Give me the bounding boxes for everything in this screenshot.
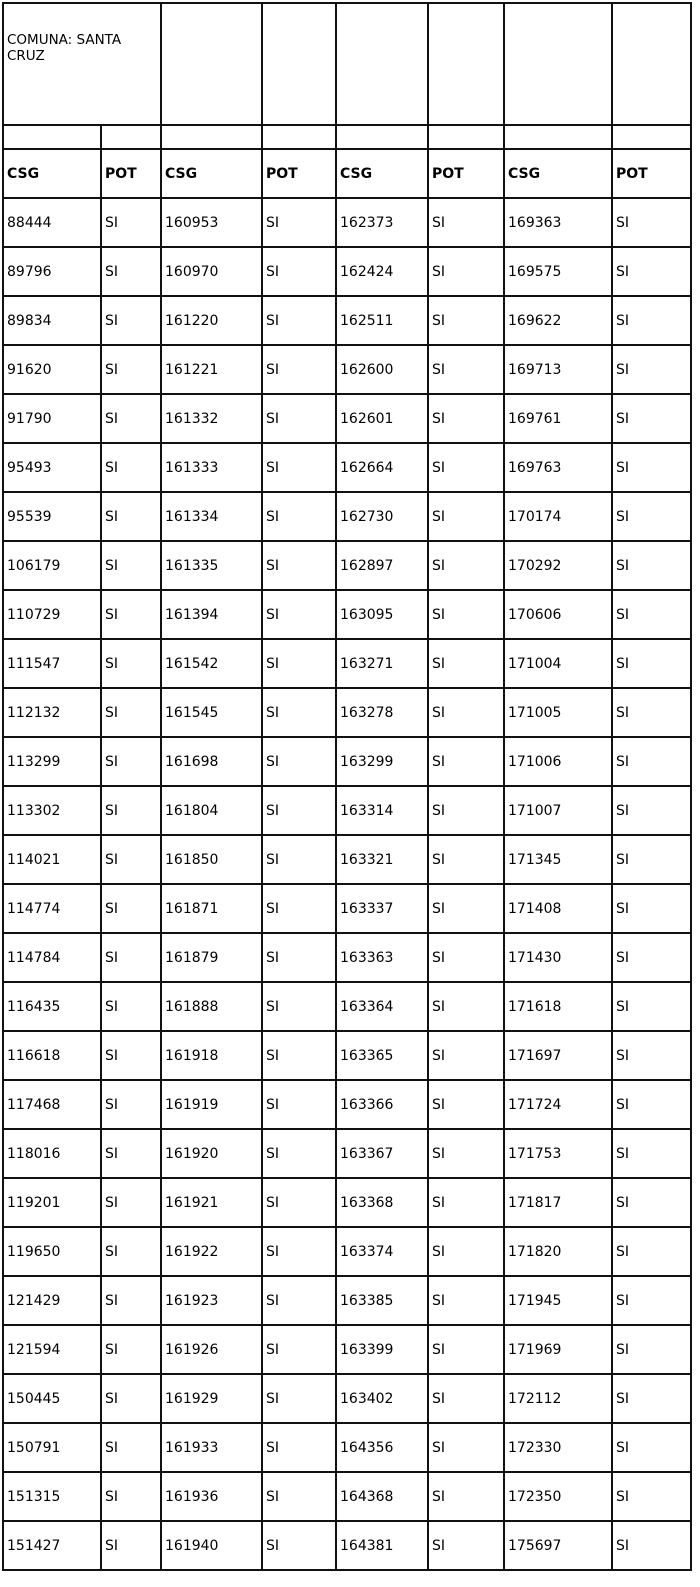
pot-cell: SI	[101, 1178, 161, 1227]
pot-cell: SI	[612, 1374, 691, 1423]
pot-cell: SI	[612, 884, 691, 933]
pot-cell: SI	[262, 492, 336, 541]
pot-cell: SI	[262, 982, 336, 1031]
table-row	[3, 198, 691, 247]
pot-cell: SI	[612, 835, 691, 884]
csg-cell: 89834	[3, 296, 101, 345]
csg-cell: 163399	[336, 1325, 428, 1374]
csg-cell: 163368	[336, 1178, 428, 1227]
empty-cell	[612, 3, 691, 125]
csg-cell: 113302	[3, 786, 101, 835]
pot-cell: SI	[101, 1031, 161, 1080]
pot-cell: SI	[612, 786, 691, 835]
csg-cell: 162424	[336, 247, 428, 296]
csg-cell: 170174	[504, 492, 612, 541]
table-row	[3, 394, 691, 443]
pot-cell: SI	[101, 688, 161, 737]
pot-cell: SI	[101, 884, 161, 933]
pot-cell: SI	[101, 198, 161, 247]
pot-cell: SI	[612, 443, 691, 492]
csg-cell: 164368	[336, 1472, 428, 1521]
csg-cell: 163321	[336, 835, 428, 884]
pot-cell: SI	[101, 1423, 161, 1472]
csg-cell: 160953	[161, 198, 262, 247]
pot-cell: SI	[428, 247, 504, 296]
pot-cell: SI	[428, 1374, 504, 1423]
table-row	[3, 541, 691, 590]
csg-cell: 169763	[504, 443, 612, 492]
pot-cell: SI	[428, 1521, 504, 1570]
column-header: POT	[101, 149, 161, 198]
csg-cell: 163271	[336, 639, 428, 688]
csg-cell: 151427	[3, 1521, 101, 1570]
pot-cell: SI	[101, 982, 161, 1031]
csg-cell: 161871	[161, 884, 262, 933]
pot-cell: SI	[428, 590, 504, 639]
pot-cell: SI	[262, 1423, 336, 1472]
table-row	[3, 884, 691, 933]
pot-cell: SI	[262, 1521, 336, 1570]
csg-cell: 110729	[3, 590, 101, 639]
table-row	[3, 688, 691, 737]
csg-cell: 163095	[336, 590, 428, 639]
table-row	[3, 786, 691, 835]
csg-cell: 163402	[336, 1374, 428, 1423]
csg-cell: 163337	[336, 884, 428, 933]
csg-cell: 160970	[161, 247, 262, 296]
table-row	[3, 1129, 691, 1178]
pot-cell: SI	[101, 639, 161, 688]
pot-cell: SI	[428, 982, 504, 1031]
table-row	[3, 247, 691, 296]
pot-cell: SI	[428, 1080, 504, 1129]
table-row	[3, 1374, 691, 1423]
csg-cell: 171969	[504, 1325, 612, 1374]
table-row	[3, 835, 691, 884]
pot-cell: SI	[262, 1129, 336, 1178]
table-body	[3, 3, 691, 1570]
csg-cell: 113299	[3, 737, 101, 786]
csg-cell: 164381	[336, 1521, 428, 1570]
pot-cell: SI	[612, 492, 691, 541]
pot-cell: SI	[428, 933, 504, 982]
table-row	[3, 296, 691, 345]
table-row	[3, 639, 691, 688]
csg-cell: 161936	[161, 1472, 262, 1521]
csg-cell: 162511	[336, 296, 428, 345]
column-header: POT	[262, 149, 336, 198]
table-row	[3, 737, 691, 786]
csg-cell: 91790	[3, 394, 101, 443]
pot-cell: SI	[101, 394, 161, 443]
csg-cell: 162600	[336, 345, 428, 394]
csg-cell: 171007	[504, 786, 612, 835]
table-row	[3, 590, 691, 639]
table-row	[3, 1472, 691, 1521]
csg-cell: 161879	[161, 933, 262, 982]
csg-cell: 171817	[504, 1178, 612, 1227]
csg-cell: 171753	[504, 1129, 612, 1178]
pot-cell: SI	[101, 1129, 161, 1178]
empty-cell	[101, 125, 161, 149]
pot-cell: SI	[612, 982, 691, 1031]
csg-cell: 114784	[3, 933, 101, 982]
csg-cell: 121594	[3, 1325, 101, 1374]
pot-cell: SI	[612, 639, 691, 688]
pot-cell: SI	[262, 541, 336, 590]
pot-cell: SI	[612, 345, 691, 394]
csg-cell: 163363	[336, 933, 428, 982]
pot-cell: SI	[262, 835, 336, 884]
csg-cell: 162897	[336, 541, 428, 590]
csg-cell: 151315	[3, 1472, 101, 1521]
csg-cell: 169713	[504, 345, 612, 394]
table-row	[3, 982, 691, 1031]
table-row	[3, 345, 691, 394]
csg-cell: 161394	[161, 590, 262, 639]
csg-cell: 89796	[3, 247, 101, 296]
pot-cell: SI	[262, 590, 336, 639]
csg-cell: 161545	[161, 688, 262, 737]
pot-cell: SI	[262, 345, 336, 394]
pot-cell: SI	[262, 884, 336, 933]
csg-cell: 163367	[336, 1129, 428, 1178]
table-row	[3, 1423, 691, 1472]
csg-cell: 170292	[504, 541, 612, 590]
csg-cell: 95539	[3, 492, 101, 541]
csg-cell: 161920	[161, 1129, 262, 1178]
csg-cell: 161804	[161, 786, 262, 835]
table-row	[3, 1080, 691, 1129]
table-row	[3, 1521, 691, 1570]
csg-cell: 162730	[336, 492, 428, 541]
pot-cell: SI	[612, 590, 691, 639]
pot-cell: SI	[428, 1423, 504, 1472]
column-header: CSG	[336, 149, 428, 198]
pot-cell: SI	[612, 198, 691, 247]
pot-cell: SI	[612, 247, 691, 296]
pot-cell: SI	[262, 1031, 336, 1080]
csg-cell: 162664	[336, 443, 428, 492]
spacer-row	[3, 125, 691, 149]
pot-cell: SI	[101, 541, 161, 590]
table-row	[3, 1227, 691, 1276]
csg-cell: 163385	[336, 1276, 428, 1325]
csg-cell: 163314	[336, 786, 428, 835]
csg-table	[2, 2, 692, 1571]
pot-cell: SI	[612, 541, 691, 590]
csg-cell: 169622	[504, 296, 612, 345]
pot-cell: SI	[428, 1276, 504, 1325]
pot-cell: SI	[101, 835, 161, 884]
pot-cell: SI	[262, 198, 336, 247]
csg-cell: 114774	[3, 884, 101, 933]
pot-cell: SI	[262, 639, 336, 688]
pot-cell: SI	[612, 1276, 691, 1325]
csg-cell: 171345	[504, 835, 612, 884]
pot-cell: SI	[428, 492, 504, 541]
csg-cell: 116618	[3, 1031, 101, 1080]
pot-cell: SI	[428, 1472, 504, 1521]
csg-cell: 106179	[3, 541, 101, 590]
pot-cell: SI	[428, 443, 504, 492]
pot-cell: SI	[612, 296, 691, 345]
csg-cell: 161221	[161, 345, 262, 394]
pot-cell: SI	[612, 1521, 691, 1570]
pot-cell: SI	[262, 247, 336, 296]
csg-cell: 164356	[336, 1423, 428, 1472]
csg-cell: 170606	[504, 590, 612, 639]
csg-cell: 161698	[161, 737, 262, 786]
pot-cell: SI	[101, 1227, 161, 1276]
pot-cell: SI	[101, 443, 161, 492]
pot-cell: SI	[428, 786, 504, 835]
pot-cell: SI	[101, 1521, 161, 1570]
csg-cell: 161335	[161, 541, 262, 590]
csg-cell: 169761	[504, 394, 612, 443]
csg-cell: 171004	[504, 639, 612, 688]
pot-cell: SI	[101, 296, 161, 345]
csg-cell: 161850	[161, 835, 262, 884]
empty-cell	[3, 125, 101, 149]
csg-cell: 172112	[504, 1374, 612, 1423]
pot-cell: SI	[101, 1080, 161, 1129]
csg-cell: 161922	[161, 1227, 262, 1276]
column-header: CSG	[504, 149, 612, 198]
csg-cell: 162373	[336, 198, 428, 247]
csg-cell: 172350	[504, 1472, 612, 1521]
pot-cell: SI	[428, 688, 504, 737]
csg-cell: 161921	[161, 1178, 262, 1227]
pot-cell: SI	[262, 394, 336, 443]
pot-cell: SI	[101, 492, 161, 541]
pot-cell: SI	[612, 1227, 691, 1276]
csg-cell: 171005	[504, 688, 612, 737]
table-row	[3, 492, 691, 541]
pot-cell: SI	[612, 688, 691, 737]
csg-cell: 163365	[336, 1031, 428, 1080]
pot-cell: SI	[262, 1374, 336, 1423]
pot-cell: SI	[612, 1031, 691, 1080]
csg-cell: 161933	[161, 1423, 262, 1472]
table-row	[3, 933, 691, 982]
pot-cell: SI	[262, 933, 336, 982]
csg-cell: 171006	[504, 737, 612, 786]
csg-cell: 95493	[3, 443, 101, 492]
csg-cell: 171820	[504, 1227, 612, 1276]
csg-cell: 114021	[3, 835, 101, 884]
pot-cell: SI	[101, 1472, 161, 1521]
csg-cell: 161940	[161, 1521, 262, 1570]
pot-cell: SI	[612, 1129, 691, 1178]
pot-cell: SI	[101, 737, 161, 786]
csg-cell: 161923	[161, 1276, 262, 1325]
pot-cell: SI	[428, 198, 504, 247]
csg-cell: 163299	[336, 737, 428, 786]
csg-cell: 121429	[3, 1276, 101, 1325]
pot-cell: SI	[612, 1080, 691, 1129]
table-row	[3, 443, 691, 492]
csg-cell: 175697	[504, 1521, 612, 1570]
column-header: CSG	[161, 149, 262, 198]
pot-cell: SI	[262, 443, 336, 492]
csg-cell: 172330	[504, 1423, 612, 1472]
pot-cell: SI	[428, 1031, 504, 1080]
csg-cell: 161542	[161, 639, 262, 688]
csg-cell: 171430	[504, 933, 612, 982]
pot-cell: SI	[612, 737, 691, 786]
data-sheet	[2, 2, 692, 1571]
pot-cell: SI	[101, 786, 161, 835]
csg-cell: 161929	[161, 1374, 262, 1423]
pot-cell: SI	[612, 933, 691, 982]
csg-cell: 119650	[3, 1227, 101, 1276]
comuna-title: COMUNA: SANTA CRUZ	[3, 3, 161, 125]
csg-cell: 171408	[504, 884, 612, 933]
csg-cell: 116435	[3, 982, 101, 1031]
title-row	[3, 3, 691, 125]
pot-cell: SI	[262, 688, 336, 737]
csg-cell: 161888	[161, 982, 262, 1031]
csg-cell: 91620	[3, 345, 101, 394]
csg-cell: 171724	[504, 1080, 612, 1129]
empty-cell	[161, 3, 262, 125]
column-header: CSG	[3, 149, 101, 198]
empty-cell	[504, 125, 612, 149]
pot-cell: SI	[428, 737, 504, 786]
csg-cell: 169363	[504, 198, 612, 247]
csg-cell: 88444	[3, 198, 101, 247]
pot-cell: SI	[428, 541, 504, 590]
column-header: POT	[428, 149, 504, 198]
pot-cell: SI	[428, 1227, 504, 1276]
csg-cell: 161919	[161, 1080, 262, 1129]
table-row	[3, 1276, 691, 1325]
pot-cell: SI	[262, 1472, 336, 1521]
pot-cell: SI	[612, 1472, 691, 1521]
pot-cell: SI	[428, 884, 504, 933]
csg-cell: 171945	[504, 1276, 612, 1325]
csg-cell: 117468	[3, 1080, 101, 1129]
pot-cell: SI	[428, 1129, 504, 1178]
csg-cell: 119201	[3, 1178, 101, 1227]
pot-cell: SI	[428, 835, 504, 884]
pot-cell: SI	[101, 1325, 161, 1374]
csg-cell: 171618	[504, 982, 612, 1031]
pot-cell: SI	[428, 345, 504, 394]
csg-cell: 161918	[161, 1031, 262, 1080]
pot-cell: SI	[428, 296, 504, 345]
csg-cell: 161334	[161, 492, 262, 541]
pot-cell: SI	[101, 590, 161, 639]
table-row	[3, 1031, 691, 1080]
pot-cell: SI	[428, 639, 504, 688]
csg-cell: 162601	[336, 394, 428, 443]
pot-cell: SI	[101, 345, 161, 394]
empty-cell	[336, 125, 428, 149]
csg-cell: 171697	[504, 1031, 612, 1080]
csg-cell: 150445	[3, 1374, 101, 1423]
csg-cell: 161220	[161, 296, 262, 345]
pot-cell: SI	[612, 394, 691, 443]
pot-cell: SI	[262, 1325, 336, 1374]
csg-cell: 163366	[336, 1080, 428, 1129]
pot-cell: SI	[262, 296, 336, 345]
pot-cell: SI	[612, 1423, 691, 1472]
table-row	[3, 1178, 691, 1227]
csg-cell: 161333	[161, 443, 262, 492]
csg-cell: 112132	[3, 688, 101, 737]
header-row	[3, 149, 691, 198]
empty-cell	[428, 3, 504, 125]
pot-cell: SI	[262, 1178, 336, 1227]
empty-cell	[504, 3, 612, 125]
pot-cell: SI	[612, 1325, 691, 1374]
pot-cell: SI	[101, 1374, 161, 1423]
pot-cell: SI	[612, 1178, 691, 1227]
csg-cell: 163278	[336, 688, 428, 737]
empty-cell	[262, 125, 336, 149]
pot-cell: SI	[262, 1276, 336, 1325]
csg-cell: 161332	[161, 394, 262, 443]
table-row	[3, 1325, 691, 1374]
pot-cell: SI	[101, 247, 161, 296]
pot-cell: SI	[428, 1178, 504, 1227]
csg-cell: 163374	[336, 1227, 428, 1276]
pot-cell: SI	[101, 933, 161, 982]
empty-cell	[428, 125, 504, 149]
csg-cell: 163364	[336, 982, 428, 1031]
pot-cell: SI	[262, 1227, 336, 1276]
pot-cell: SI	[262, 786, 336, 835]
csg-cell: 111547	[3, 639, 101, 688]
csg-cell: 161926	[161, 1325, 262, 1374]
empty-cell	[336, 3, 428, 125]
empty-cell	[161, 125, 262, 149]
empty-cell	[612, 125, 691, 149]
csg-cell: 150791	[3, 1423, 101, 1472]
pot-cell: SI	[262, 737, 336, 786]
empty-cell	[262, 3, 336, 125]
column-header: POT	[612, 149, 691, 198]
pot-cell: SI	[262, 1080, 336, 1129]
pot-cell: SI	[101, 1276, 161, 1325]
pot-cell: SI	[428, 394, 504, 443]
pot-cell: SI	[428, 1325, 504, 1374]
csg-cell: 169575	[504, 247, 612, 296]
csg-cell: 118016	[3, 1129, 101, 1178]
